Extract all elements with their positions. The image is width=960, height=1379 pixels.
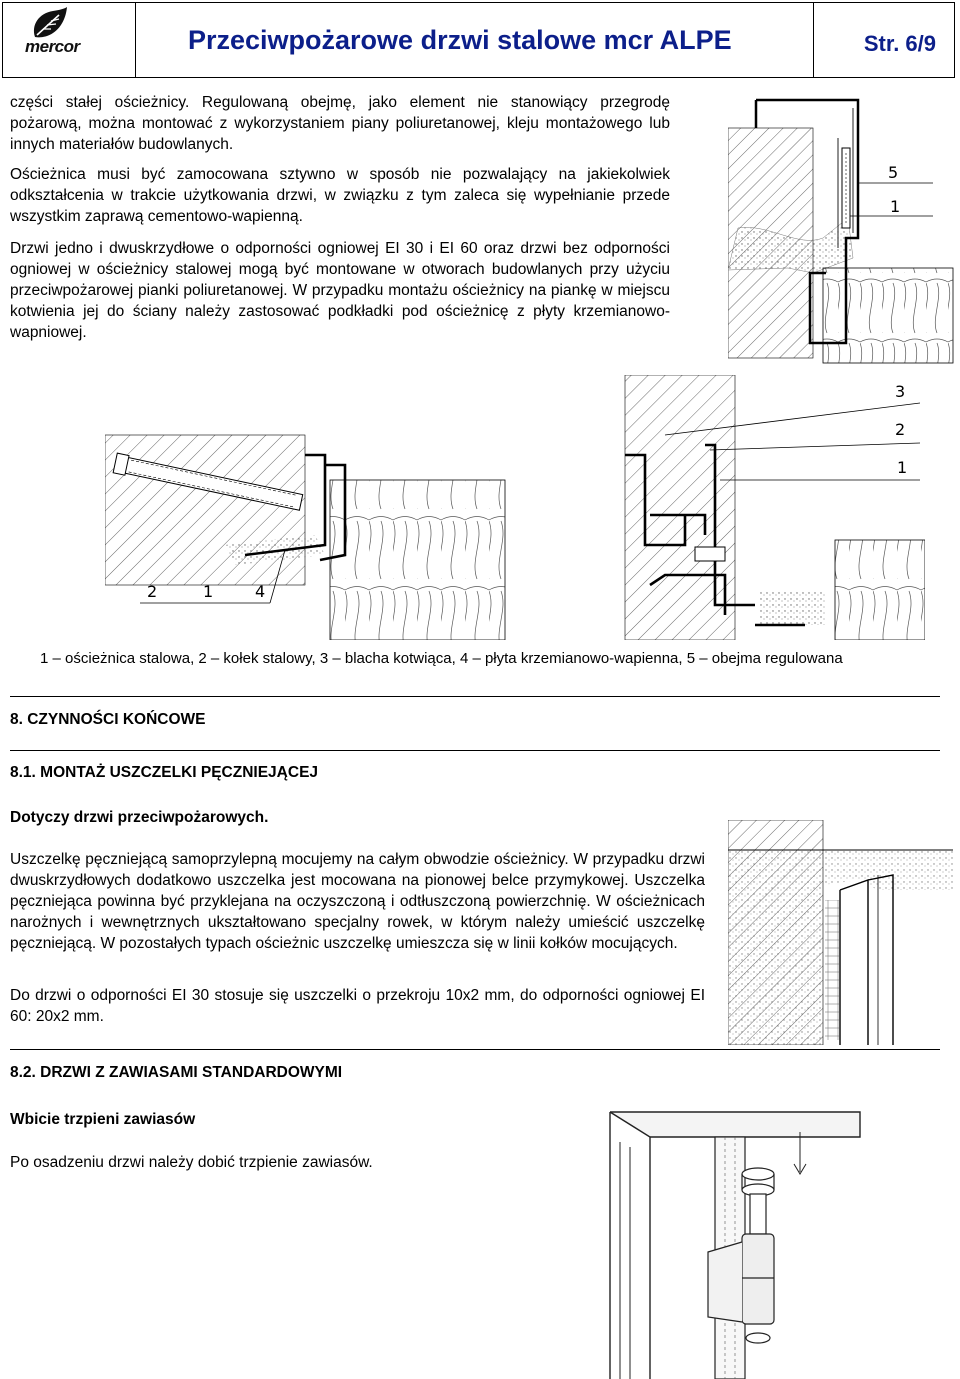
paragraph-hinge-pins: Po osadzeniu drzwi należy dobić trzpienie zawiasów.: [10, 1154, 373, 1171]
section-8-2-heading: 8.2. DRZWI Z ZAWIASAMI STANDARDOWYMI: [10, 1064, 343, 1081]
paragraph-rigid-mounting: Ościeżnica musi być zamocowana sztywno w sposób nie pozwalający na jakiekolwiek odkształcenia w trakcie użytkowania drzwi, w związku z tym zaleca się wypełnianie przede wszystkim zaprawą cementowo-wapienną.: [10, 166, 670, 225]
section-divider: [10, 1049, 940, 1050]
page-header: [2, 2, 955, 78]
label-1: 1: [203, 582, 214, 601]
frame-adjustable-clamp-diagram: [728, 98, 958, 368]
section-8-2-subheading: Wbicie trzpieni zawiasów: [10, 1111, 196, 1128]
section-8-heading: 8. CZYNNOŚCI KOŃCOWE: [10, 711, 206, 728]
label-1: 1: [897, 458, 908, 477]
label-5: 5: [888, 163, 899, 182]
paragraph-foam-mounting: Drzwi jedno i dwuskrzydłowe o odporności ogniowej EI 30 i EI 60 oraz drzwi bez odporności ogniowej w ościeżnicy stalowej mogą być montowane w otworach budowlanych przy użyciu przeciwpożarowej pianki poliuretanowej. W przypadku montażu ościeżnicy na piankę w miejscu kotwienia jej do ściany należy zastosować podkładki pod ościeżnicę z płyty krzemianowo-wapniowej.: [10, 240, 670, 341]
intumescent-seal-diagram: [728, 820, 958, 1045]
hinge-pin-diagram: [590, 1102, 870, 1379]
paragraph-seal-sizes: Do drzwi o odporności EI 30 stosuje się uszczelki o przekroju 10x2 mm, do odporności ogniowej EI 60: 20x2 mm.: [10, 987, 705, 1025]
label-2: 2: [147, 582, 158, 601]
label-2: 2: [895, 420, 906, 439]
logo-cell: [3, 3, 136, 77]
section-divider: [10, 750, 940, 751]
paragraph-frame-fixing: części stałej ościeżnicy. Regulowaną obejmę, jako element nie stanowiący przegrodę pożarową, można montować z wykorzystaniem piany poliuretanowej, kleju montażowego lub innych materiałów budowlanych.: [10, 94, 670, 153]
figure-caption: 1 – ościeżnica stalowa, 2 – kołek stalowy, 3 – blacha kotwiąca, 4 – płyta krzemianowo-wapienna, 5 – obejma regulowana: [40, 650, 843, 667]
section-divider: [10, 696, 940, 697]
logo-text: mercor: [25, 37, 80, 56]
label-4: 4: [255, 582, 266, 601]
section-8-1-heading: 8.1. MONTAŻ USZCZELKI PĘCZNIEJĄCEJ: [10, 764, 319, 781]
label-3: 3: [895, 382, 906, 401]
label-1: 1: [890, 197, 901, 216]
document-title: Przeciwpożarowe drzwi stalowe mcr ALPE: [188, 25, 732, 55]
section-8-1-subheading: Dotyczy drzwi przeciwpożarowych.: [10, 809, 269, 826]
mercor-logo-icon: [29, 7, 69, 41]
page-number: Str. 6/9: [863, 31, 936, 56]
frame-anchor-mounting-diagram: [105, 375, 925, 640]
paragraph-intumescent-seal: Uszczelkę pęczniejącą samoprzylepną mocujemy na całym obwodzie ościeżnicy. W przypadku drzwi dwuskrzydłowych dodatkowo uszczelka jest mocowana na pionowej belce przymykowej. Uszczelka pęczniejąca powinna być przyklejana na oczyszczoną i odtłuszczoną powierzchnię. W ościeżnicach narożnych i wewnętrznych ukształtowano specjalny rowek, w którym należy umieścić uszczelkę pęczniejącą. W pozostałych typach ościeżnic uszczelkę umieszcza się w linii kołków mocujących.: [10, 851, 705, 952]
